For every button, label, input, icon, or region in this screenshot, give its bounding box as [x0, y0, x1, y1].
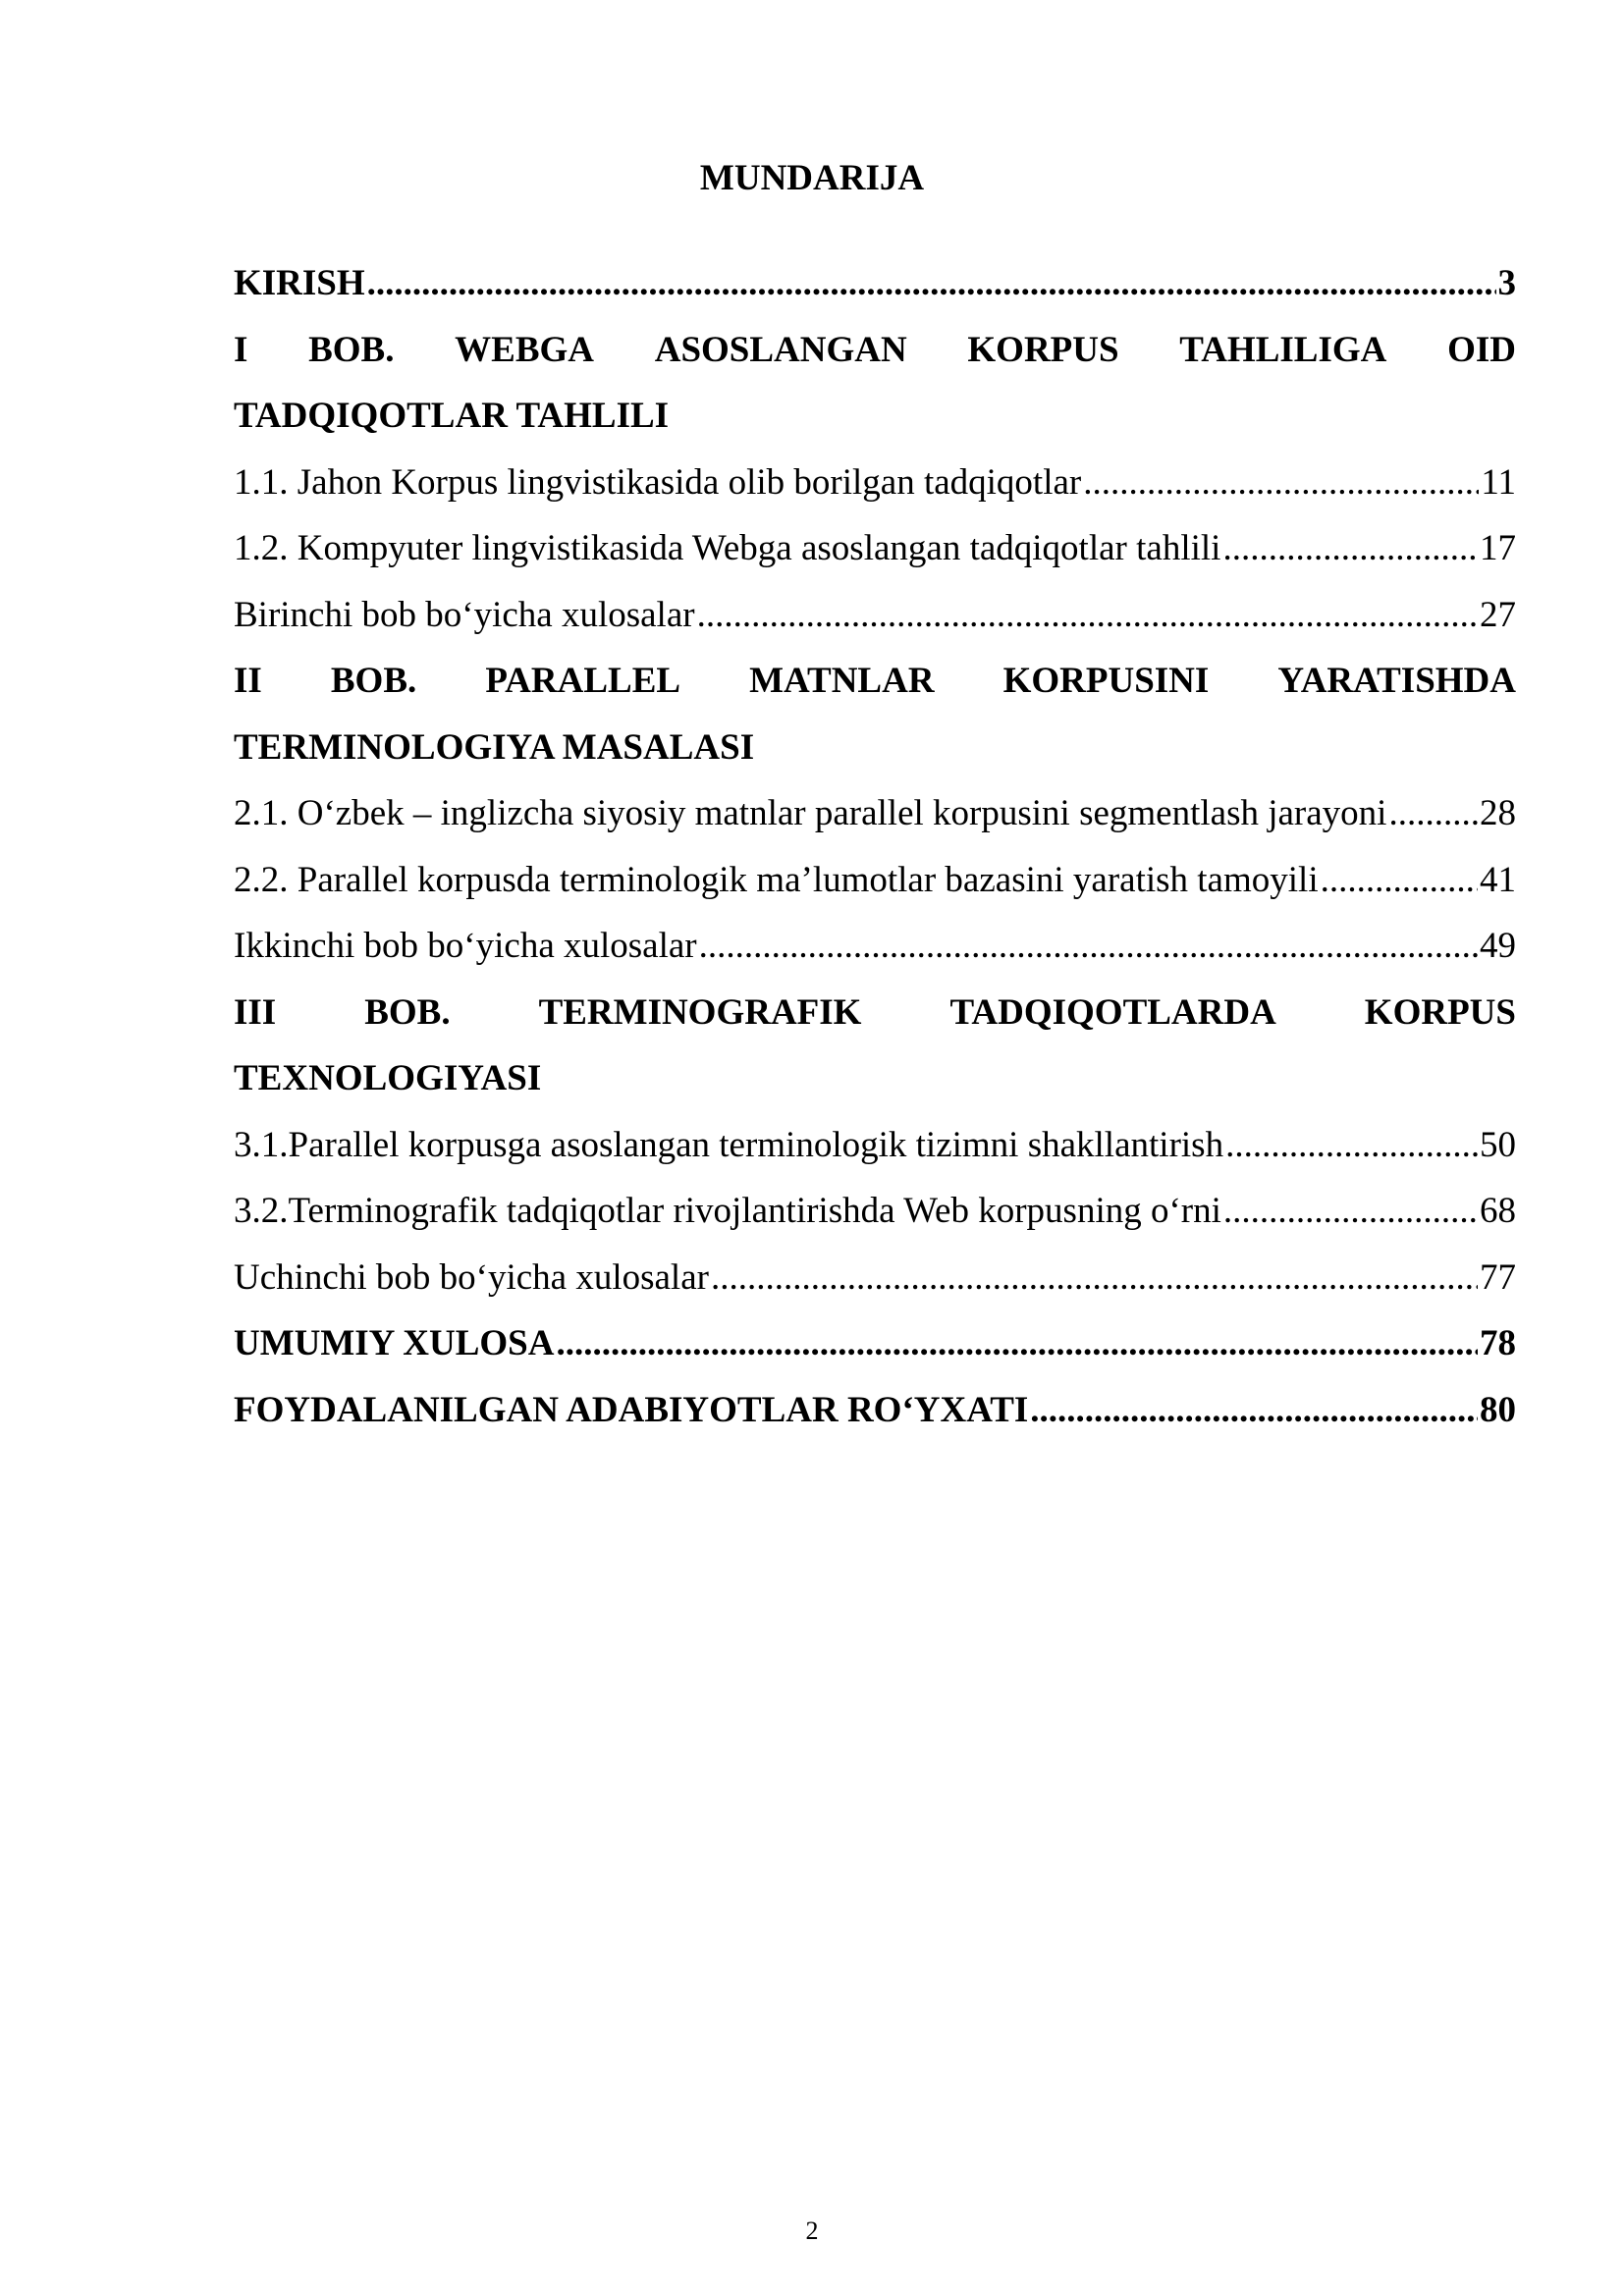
chapter-word: BOB. — [308, 329, 395, 370]
toc-entry-page: 28 — [1480, 793, 1516, 833]
dot-leader — [1030, 1377, 1478, 1444]
chapter-word: III — [234, 991, 277, 1033]
chapter-word: II — [234, 661, 262, 701]
dot-leader — [1222, 515, 1478, 582]
chapter-word: KORPUS — [1364, 991, 1516, 1033]
dot-leader — [367, 250, 1496, 317]
toc-entry-label: 1.2. Kompyuter lingvistikasida Webga asoslangan tadqiqotlar tahlili — [234, 528, 1221, 568]
table-of-contents — [234, 250, 1516, 1443]
chapter-word: TAHLILIGA — [1179, 329, 1387, 370]
toc-entry-references[interactable] — [234, 1377, 1516, 1444]
dot-leader — [711, 1245, 1478, 1311]
toc-entry-label: 2.2. Parallel korpusda terminologik ma’lumotlar bazasini yaratish tamoyili — [234, 859, 1319, 900]
toc-entry-intro[interactable] — [234, 250, 1516, 317]
toc-entry-page: 77 — [1480, 1256, 1516, 1298]
toc-entry-page: 78 — [1480, 1323, 1516, 1363]
chapter-word: BOB. — [330, 661, 417, 701]
dot-leader — [697, 582, 1478, 649]
dot-leader — [1388, 780, 1478, 847]
toc-entry-page: 68 — [1480, 1191, 1516, 1231]
toc-entry-label: FOYDALANILGAN ADABIYOTLAR RO‘YXATI — [234, 1389, 1029, 1430]
chapter-word: PARALLEL — [485, 661, 681, 701]
chapter-word: MATNLAR — [749, 661, 935, 701]
dot-leader — [699, 913, 1478, 980]
chapter-title-line2: TEXNOLOGIYASI — [234, 1058, 542, 1098]
toc-entry-page: 17 — [1480, 528, 1516, 568]
toc-entry-label: KIRISH — [234, 263, 365, 303]
toc-entry-conclusion[interactable] — [234, 1310, 1516, 1377]
toc-entry-label: 3.2.Terminografik tadqiqotlar rivojlantirishda Web korpusning o‘rni — [234, 1191, 1221, 1231]
chapter-word: ASOSLANGAN — [654, 329, 907, 370]
toc-entry-label: 2.1. O‘zbek – inglizcha siyosiy matnlar parallel korpusini segmentlash jarayoni — [234, 793, 1387, 833]
toc-entry-page: 80 — [1480, 1389, 1516, 1430]
chapter-word: TERMINOGRAFIK — [538, 991, 862, 1033]
toc-entry-label: UMUMIY XULOSA — [234, 1323, 555, 1363]
toc-entry-section[interactable] — [234, 780, 1516, 847]
dot-leader — [1225, 1112, 1478, 1179]
toc-entry-section[interactable] — [234, 450, 1516, 516]
toc-entry-section[interactable] — [234, 847, 1516, 914]
toc-entry-section[interactable] — [234, 582, 1516, 649]
toc-entry-label: Birinchi bob bo‘yicha xulosalar — [234, 594, 695, 635]
toc-entry-page: 49 — [1480, 926, 1516, 966]
chapter-title-line2: TERMINOLOGIYA MASALASI — [234, 726, 755, 768]
toc-entry-page: 3 — [1497, 263, 1516, 303]
chapter-word: TADQIQOTLARDA — [949, 991, 1276, 1033]
chapter-heading-2[interactable] — [234, 648, 1516, 780]
toc-entry-section[interactable] — [234, 1245, 1516, 1311]
chapter-title-line2: TADQIQOTLAR TAHLILI — [234, 396, 670, 436]
toc-entry-page: 27 — [1480, 594, 1516, 635]
toc-entry-section[interactable] — [234, 515, 1516, 582]
toc-entry-page: 11 — [1481, 461, 1516, 503]
toc-entry-section[interactable] — [234, 913, 1516, 980]
dot-leader — [1321, 847, 1478, 914]
toc-entry-label: 1.1. Jahon Korpus lingvistikasida olib borilgan tadqiqotlar — [234, 461, 1082, 503]
chapter-heading-3[interactable] — [234, 980, 1516, 1112]
chapter-word: I — [234, 329, 248, 370]
chapter-word: YARATISHDA — [1277, 661, 1516, 701]
page-title: MUNDARIJA — [699, 158, 925, 198]
page-number: 2 — [805, 2216, 819, 2245]
dot-leader — [1083, 450, 1479, 516]
toc-entry-section[interactable] — [234, 1178, 1516, 1245]
dot-leader — [1223, 1178, 1478, 1245]
toc-entry-section[interactable] — [234, 1112, 1516, 1179]
chapter-word: BOB. — [364, 991, 451, 1033]
chapter-word: KORPUS — [967, 329, 1119, 370]
chapter-word: OID — [1447, 329, 1516, 370]
chapter-word: WEBGA — [455, 329, 595, 370]
toc-entry-label: Ikkinchi bob bo‘yicha xulosalar — [234, 926, 697, 966]
chapter-heading-1[interactable] — [234, 317, 1516, 450]
toc-entry-page: 41 — [1480, 859, 1516, 900]
toc-entry-label: Uchinchi bob bo‘yicha xulosalar — [234, 1256, 709, 1298]
toc-entry-page: 50 — [1480, 1124, 1516, 1165]
dot-leader — [556, 1310, 1478, 1377]
toc-entry-label: 3.1.Parallel korpusga asoslangan terminologik tizimni shakllantirish — [234, 1124, 1224, 1165]
chapter-word: KORPUSINI — [1002, 661, 1210, 701]
